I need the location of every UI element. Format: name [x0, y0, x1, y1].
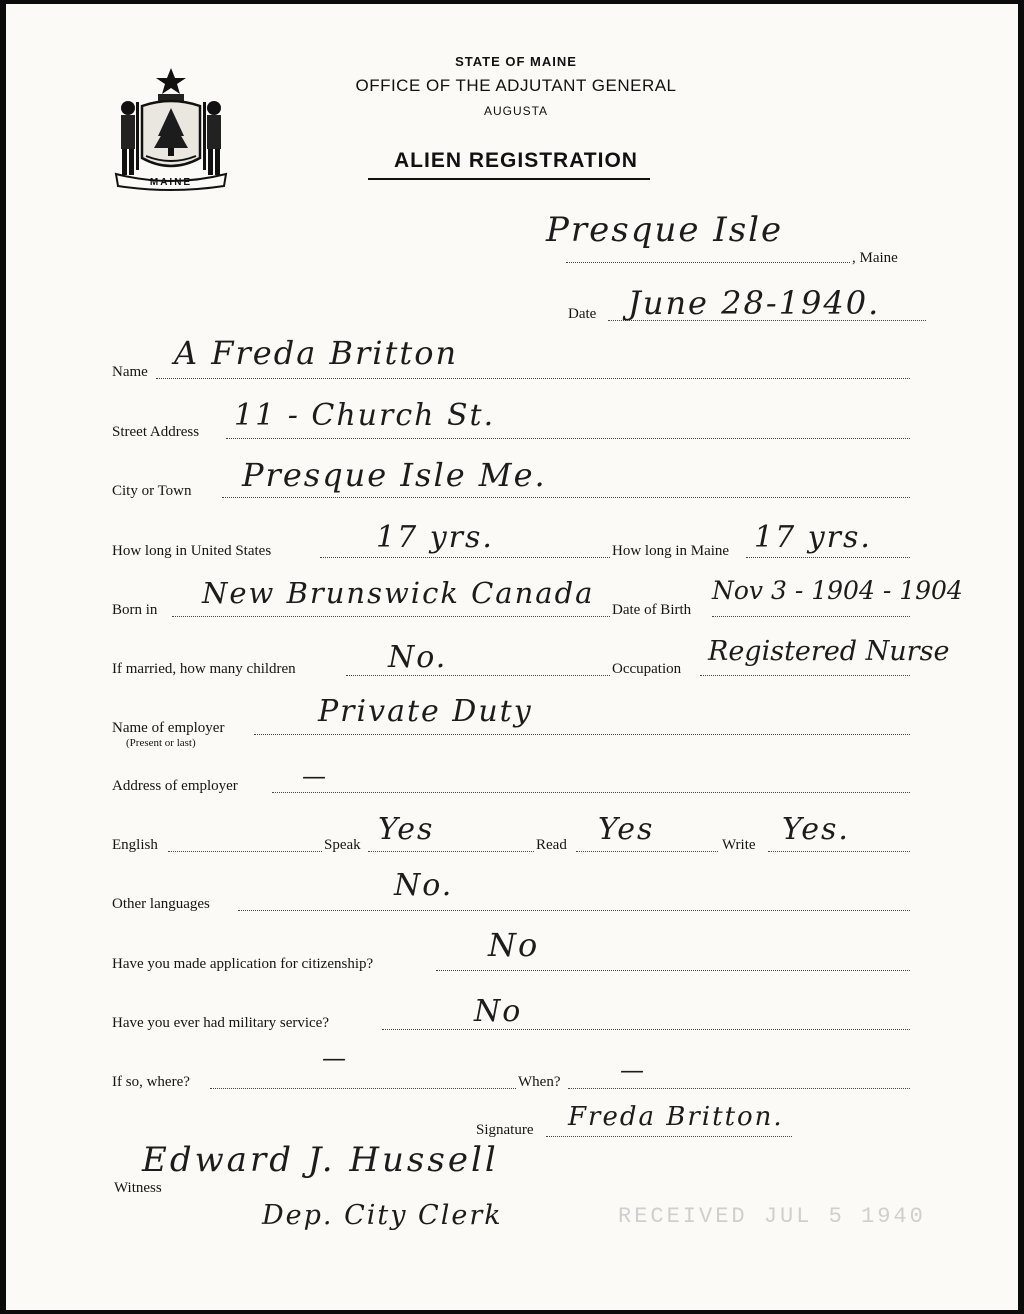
date-of-birth-value: Nov 3 - 1904 - 1904	[712, 576, 963, 605]
occupation-label: Occupation	[612, 661, 682, 677]
citizenship-label: Have you made application for citizenship?	[112, 956, 374, 972]
when-label: When?	[518, 1074, 561, 1090]
date-label: Date	[568, 306, 597, 322]
name-value: A Freda Britton	[174, 334, 459, 372]
how-long-maine-value: 17 yrs.	[754, 520, 872, 555]
date-of-birth-label: Date of Birth	[612, 602, 692, 618]
military-value: No	[474, 994, 523, 1029]
write-line	[768, 851, 910, 852]
place-suffix: , Maine	[852, 250, 898, 266]
employer-address-line	[272, 792, 910, 793]
how-long-us-label: How long in United States	[112, 543, 272, 559]
where-label: If so, where?	[112, 1074, 190, 1090]
form-page	[6, 4, 1018, 1310]
title-underline	[368, 178, 650, 180]
other-languages-value: No.	[394, 868, 454, 903]
how-long-us-line	[320, 557, 610, 558]
city-line	[222, 497, 910, 498]
read-line	[576, 851, 718, 852]
where-line	[210, 1088, 516, 1089]
citizenship-line	[436, 970, 910, 971]
witness-title: Dep. City Clerk	[262, 1200, 503, 1231]
street-value: 11 - Church St.	[234, 398, 496, 433]
header-state: STATE OF MAINE	[455, 54, 577, 69]
other-languages-line	[238, 910, 910, 911]
employer-address-value: —	[302, 762, 328, 790]
signature-value: Freda Britton.	[568, 1102, 784, 1132]
occupation-value: Registered Nurse	[708, 636, 950, 667]
read-value: Yes	[598, 812, 655, 847]
employer-value: Private Duty	[318, 694, 533, 729]
english-line	[168, 851, 322, 852]
header-office: OFFICE OF THE ADJUTANT GENERAL	[355, 76, 677, 95]
english-label: English	[112, 837, 158, 853]
born-in-line	[172, 616, 610, 617]
other-languages-label: Other languages	[112, 896, 210, 912]
signature-line	[546, 1136, 792, 1137]
speak-label: Speak	[324, 837, 361, 853]
employer-address-label: Address of employer	[112, 778, 238, 794]
children-label: If married, how many children	[112, 661, 296, 677]
place-value: Presque Isle	[546, 210, 784, 250]
name-line	[156, 378, 910, 379]
write-value: Yes.	[782, 812, 850, 847]
read-label: Read	[536, 837, 567, 853]
place-line	[566, 262, 850, 263]
street-label: Street Address	[112, 424, 200, 440]
maine-seal-icon	[106, 62, 236, 192]
witness-value: Edward J. Hussell	[142, 1140, 499, 1180]
street-line	[226, 438, 910, 439]
born-in-label: Born in	[112, 602, 158, 618]
born-in-value: New Brunswick Canada	[202, 576, 595, 610]
speak-line	[368, 851, 534, 852]
seal-banner-text: MAINE	[149, 177, 193, 188]
military-line	[382, 1029, 910, 1030]
where-value: —	[322, 1044, 348, 1072]
date-of-birth-line	[712, 616, 910, 617]
name-label: Name	[112, 364, 148, 380]
city-label: City or Town	[112, 483, 192, 499]
how-long-maine-line	[746, 557, 910, 558]
signature-label: Signature	[476, 1122, 534, 1138]
when-value: —	[620, 1056, 646, 1084]
employer-line	[254, 734, 910, 735]
received-stamp: RECEIVED JUL 5 1940	[618, 1204, 926, 1229]
children-value: No.	[388, 640, 448, 675]
military-label: Have you ever had military service?	[112, 1015, 329, 1031]
date-value: June 28-1940.	[628, 284, 881, 322]
city-value: Presque Isle Me.	[242, 456, 547, 494]
how-long-maine-label: How long in Maine	[612, 543, 730, 559]
form-title: ALIEN REGISTRATION	[394, 149, 638, 172]
occupation-line	[700, 675, 910, 676]
employer-label: Name of employer	[112, 720, 225, 736]
when-line	[568, 1088, 910, 1089]
header-city: AUGUSTA	[483, 104, 549, 118]
how-long-us-value: 17 yrs.	[376, 520, 494, 555]
citizenship-value: No	[488, 926, 540, 964]
write-label: Write	[722, 837, 756, 853]
witness-label: Witness	[114, 1180, 162, 1196]
children-line	[346, 675, 610, 676]
speak-value: Yes	[378, 812, 435, 847]
employer-sublabel: (Present or last)	[126, 737, 196, 749]
